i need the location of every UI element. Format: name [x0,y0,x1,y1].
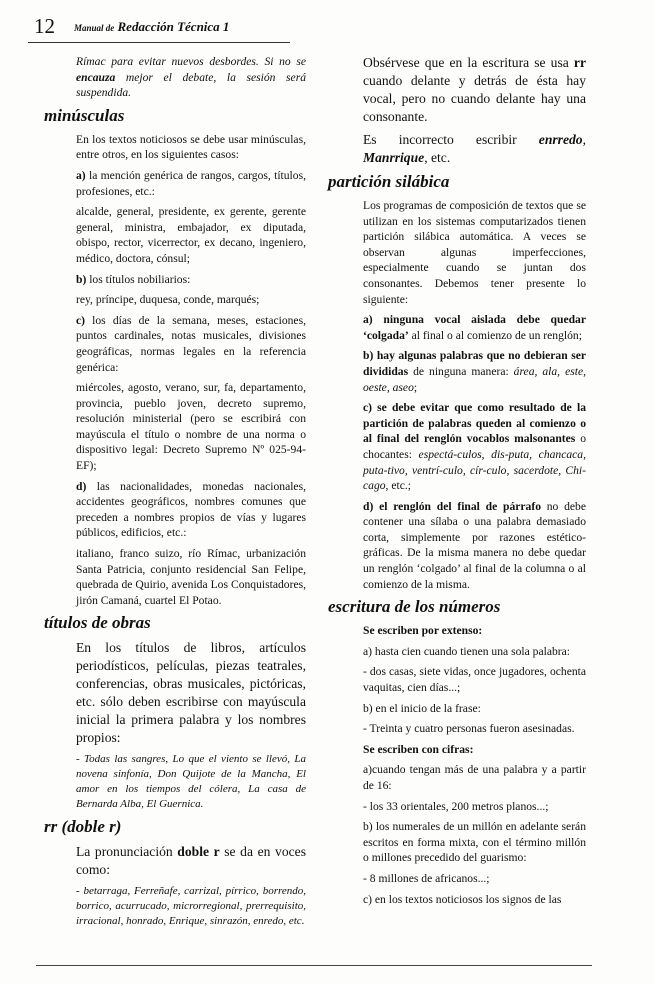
numeros-example-b: - Treinta y cuatro personas fueron asesinadas. [363,722,575,736]
numeros-subheading-cifras: Se escriben con cifras: [363,742,474,756]
right-column [328,54,586,912]
numeros-example-d: - 8 millones de africanos...; [363,871,490,885]
minusculas-example-c: miércoles, agosto, verano, sur, fa, departamento, provincia, pueblo joven, decreto supremo, resolución ministerial (pero se escribirá con mayúscula el título o nombre de una norma o dispositivo legal: Decreto Supremo Nº 025-94-EF); [76,381,306,473]
section-rr-continued [328,54,586,167]
rr-observation: Obsérvese que en la escritura se usa rr cuando delante y detrás de ésta hay vocal, pero no cuando delante hay una consonante. [363,55,586,124]
continued-paragraph: Rímac para evitar nuevos desbordes. Si no se encauza mejor el debate, la sesión será suspendida. [76,55,306,100]
numeros-item-c: a)cuando tengan más de una palabra y a partir de 16: [363,763,586,792]
numeros-example-a: - dos casas, siete vidas, once jugadores, ochenta vaquitas, cien días...; [363,665,586,695]
particion-item-c: c) se debe evitar que como resultado de la partición de palabras queden al comienzo o al final del renglón vocablos malsonantes o chocantes: espectá-culos, dis-puta, chancaca, puta-tivo, ventrí-culo, cír-culo, sacerdote, Chi-cago, etc.; [363,401,586,493]
page-number: 12 [34,14,55,38]
titulos-body: En los títulos de libros, artículos periodísticos, películas, piezas teatrales, conferencias, obras musicales, pictóricas, etc. sólo deben escribirse con mayúscula inicial la primera palabra y los nombres propios: [76,640,306,746]
minusculas-item-b: b) los títulos nobiliarios: [76,272,191,286]
rr-incorrect: Es incorrecto escribir enrredo, Manrrique, etc. [363,132,586,165]
numeros-item-e: c) en los textos noticiosos los signos de las [363,892,562,906]
particion-item-d: d) el renglón del final de párrafo no debe contener una sílaba o una palabra demasiado corta, simplemente por razones estético-gráficas. De la misma manera no debe quedar un renglón ‘colgado’ al final de la columna o al comienzo de la misma. [363,499,587,591]
numeros-example-c: - los 33 orientales, 200 metros planos...; [363,799,549,813]
running-title [74,19,229,35]
minusculas-example-b: rey, príncipe, duquesa, conde, marqués; [76,293,260,307]
section-particion [328,198,586,592]
heading-minusculas: minúsculas [44,105,125,125]
titulos-example: - Todas las sangres, Lo que el viento se llevó, La novena sinfonía, Don Quijote de la Mancha, El amor en los tiempos del cólera, La casa de Bernarda Alba, El Guernica. [76,753,306,811]
section-numeros [328,623,586,907]
page-header [34,14,589,42]
rr-body: La pronunciación doble r se da en voces como: [76,844,306,878]
heading-rr: rr (doble r) [44,817,122,837]
minusculas-item-d: d) las nacionalidades, monedas nacionales, accidentes geográficos, nombres comunes que preceden a nombres propios de vías y lugares públicos, edificios, etc.: [76,479,306,540]
minusculas-example-d: italiano, franco suizo, río Rímac, urbanización Santa Patricia, conjunto residencial San Felipe, quebrada de Quirio, avenida Los Conquistadores, jirón Camaná, cuartel El Potao. [76,547,306,607]
running-title-prefix: Manual de [74,23,115,33]
minusculas-intro: En los textos noticiosos se debe usar minúsculas, entre otros, en los siguientes casos: [76,132,306,162]
numeros-subheading-extenso: Se escriben por extenso: [363,624,483,638]
footer-rule [36,965,592,966]
section-minusculas [44,132,306,609]
heading-particion-silabica: partición silábica [328,172,450,191]
running-title-main: Redacción Técnica 1 [117,19,230,34]
minusculas-item-c: c) los días de la semana, meses, estaciones, puntos cardinales, notas musicales, divisiones geográficas, normas legales en la referencia genérica: [76,313,306,374]
heading-titulos-de-obras: títulos de obras [44,613,151,633]
particion-body: Los programas de composición de textos que se utilizan en los sistemas computarizados tienen partición silábica automática. A veces se observan algunas imperfecciones, especialmente cuando se juntan dos consonantes. Debemos tener presente lo siguiente: [363,199,586,306]
heading-escritura-numeros: escritura de los números [328,597,501,617]
particion-item-b: b) hay algunas palabras que no debieran ser divididas de ninguna manera: área, ala, este, oeste, aseo; [363,349,586,394]
rr-example: - betarraga, Ferreñafe, carrizal, pírrico, borrendo, borrico, acurrucado, microrregional, prerrequisito, irracional, honrado, Enrique, sinrazón, enredo, etc. [76,885,306,928]
left-column [44,54,306,934]
numeros-item-d: b) los numerales de un millón en adelante serán escritos en forma mixta, con el término millón o millones precedido del guarismo: [363,820,586,865]
numeros-item-a: a) hasta cien cuando tienen una sola palabra: [363,644,570,658]
header-rule [28,42,290,43]
section-rr [44,843,306,929]
numeros-item-b: b) en el inicio de la frase: [363,701,481,715]
section-titulos [44,639,306,812]
minusculas-example-a: alcalde, general, presidente, ex gerente, gerente general, ministra, embajador, ex diputada, obispo, rector, vicerrector, ex decano, ingeniero, médico, doctora, cónsul; [76,205,306,265]
particion-item-a: a) ninguna vocal aislada debe quedar ‘colgada’ al final o al comienzo de un renglón; [363,313,586,342]
minusculas-item-a: a) la mención genérica de rangos, cargos, títulos, profesiones, etc.: [76,168,306,198]
